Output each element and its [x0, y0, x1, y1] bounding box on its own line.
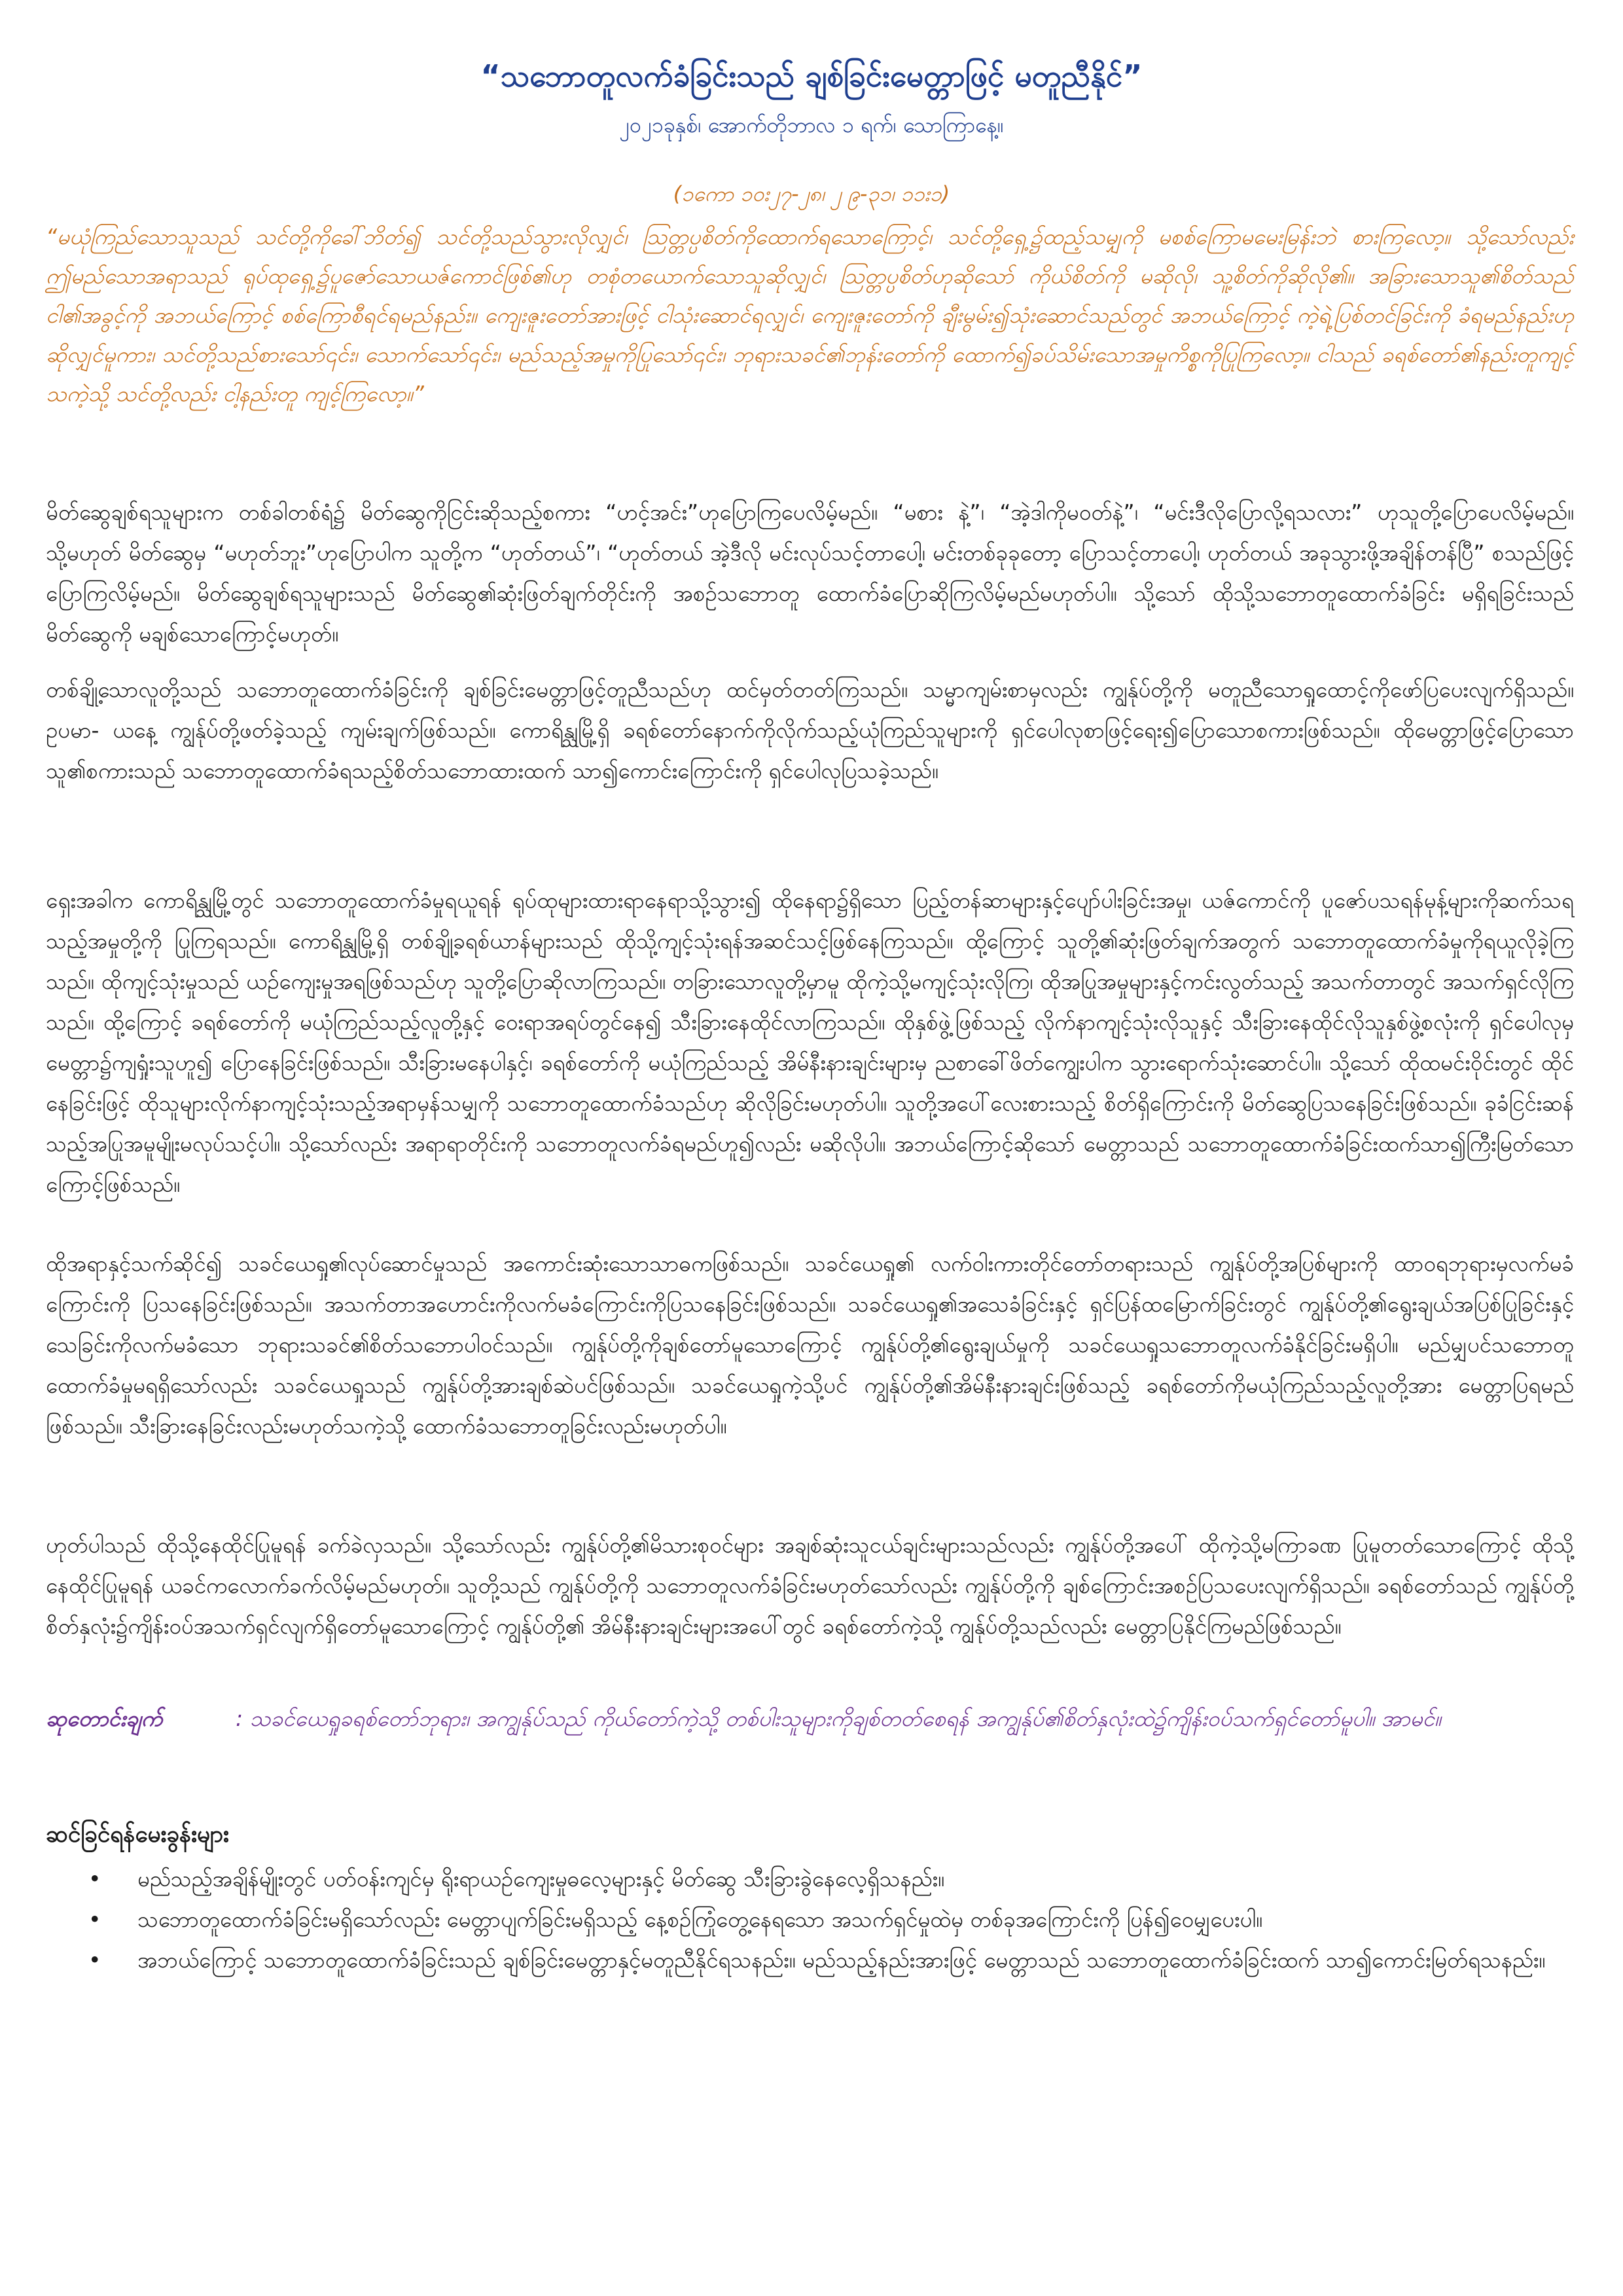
body-paragraph: မိတ်ဆွေချစ်ရသူများက တစ်ခါတစ်ရံ၌ မိတ်ဆွေကိုငြင်းဆိုသည့်စကား “ဟင့်အင်း”ဟုပြောကြပေလိမ့်မည်။ “မစား နဲ့”၊ “အဲ့ဒါကိုမဝတ်နဲ့”၊ “မင်းဒီလိုပြောလို့ရသလား” ဟုသူတို့ပြောပေလိမ့်မည်။ သို့မဟုတ် မိတ်ဆွေမှ “မဟုတ်ဘူး”ဟုပြောပါက သူတို့က “ဟုတ်တယ်”၊ “ဟုတ်တယ် အဲ့ဒီလို မင်းလုပ်သင့်တာပေါ့၊ မင်းတစ်ခုခုတော့ ပြောသင့်တာပေါ့၊ ဟုတ်တယ် အခုသွားဖို့အချိန်တန်ပြီ” စသည်ဖြင့်ပြောကြလိမ့်မည်။ မိတ်ဆွေချစ်ရသူများသည် မိတ်ဆွေ၏ဆုံးဖြတ်ချက်တိုင်းကို အစဉ်သဘောတူ ထောက်ခံပြောဆိုကြလိမ့်မည်မဟုတ်ပါ။ သို့သော် ထိုသို့သဘောတူထောက်ခံခြင်း မရှိရခြင်းသည် မိတ်ဆွေကို မချစ်သောကြောင့်မဟုတ်။ [46, 499, 1574, 647]
bullet-icon: • [88, 1907, 101, 1932]
bullet-icon: • [88, 1947, 101, 1973]
scripture-quote: “မယုံကြည်သောသူသည် သင်တို့ကိုခေါ်ဘိတ်၍ သင်တို့သည်သွားလိုလျှင်၊ ဩတ္တပ္ပစိတ်ကိုထောက်ရသောကြောင့်၊ သင်တို့ရှေ့၌ထည့်သမျှကို မစစ်ကြောမမေးမြန်းဘဲ စားကြလော့။ သို့သော်လည်း ဤမည်သောအရာသည် ရုပ်ထုရှေ့၌ပူဇော်သောယဇ်ကောင်ဖြစ်၏ဟု တစုံတယောက်သောသူဆိုလျှင်၊ ဩတ္တပ္ပစိတ်ဟုဆိုသော် ကိုယ်စိတ်ကို မဆိုလို၊ သူ့စိတ်ကိုဆိုလို၏။ အခြားသောသူ၏စိတ်သည် ငါ၏အခွင့်ကို အဘယ်ကြောင့် စစ်ကြောစီရင်ရမည်နည်း။ ကျေးဇူးတော်အားဖြင့် ငါသုံးဆောင်ရလျှင်၊ ကျေးဇူးတော်ကို ချီးမွမ်း၍သုံးဆောင်သည်တွင် အဘယ်ကြောင့် ကဲ့ရဲ့ပြစ်တင်ခြင်းကို ခံရမည်နည်းဟုဆိုလျှင်မူကား၊ သင်တို့သည်စားသော်၎င်း၊ သောက်သော်၎င်း၊ မည်သည့်အမှုကိုပြုသော်၎င်း၊ ဘုရားသခင်၏ဘုန်းတော်ကို ထောက်၍ခပ်သိမ်းသောအမှုကိစ္စကိုပြုကြလော့။ ငါသည် ခရစ်တော်၏နည်းတူကျင့်သကဲ့သို့ သင်တို့လည်း ငါ့နည်းတူ ကျင့်ကြလော့။” [46, 224, 1574, 406]
devotional-date: ၂၀၂၁ခုနှစ်၊ အောက်တိုဘာလ ၁ ရက်၊ သောကြာနေ့။ [619, 113, 1004, 137]
question-text: အဘယ်ကြောင့် သဘောတူထောက်ခံခြင်းသည် ချစ်ခြင်းမေတ္တာနှင့်မတူညီနိုင်ရသနည်း။ မည်သည့်နည်းအားဖြင့် မေတ္တာသည် သဘောတူထောက်ခံခြင်းထက် သာ၍ကောင်းမြတ်ရသနည်း။ [137, 1947, 1546, 1973]
body-paragraph: တစ်ချို့သောလူတို့သည် သဘောတူထောက်ခံခြင်းကို ချစ်ခြင်းမေတ္တာဖြင့်တူညီသည်ဟု ထင်မှတ်တတ်ကြသည်။ သမ္မာကျမ်းစာမှလည်း ကျွန်ုပ်တို့ကို မတူညီသောရှုထောင့်ကိုဖော်ပြပေးလျက်ရှိသည်။ ဥပမာ- ယနေ့ ကျွန်ုပ်တို့ဖတ်ခဲ့သည့် ကျမ်းချက်ဖြစ်သည်။ ကောရိန္သုမြို့ရှိ ခရစ်တော်နောက်ကိုလိုက်သည့်ယုံကြည်သူများကို ရှင်ပေါလုစာဖြင့်ရေး၍ပြောသောစကားဖြစ်သည်။ ထိုမေတ္တာဖြင့်ပြောသောသူ၏စကားသည် သဘောတူထောက်ခံရသည့်စိတ်သဘောထားထက် သာ၍ကောင်းကြောင်းကို ရှင်ပေါလုပြသခဲ့သည်။ [46, 677, 1574, 783]
prayer-block [46, 1698, 1574, 1739]
body-paragraph: ဟုတ်ပါသည် ထိုသို့နေထိုင်ပြုမူရန် ခက်ခဲလှသည်။ သို့သော်လည်း ကျွန်ုပ်တို့၏မိသားစုဝင်များ အချစ်ဆုံးသူငယ်ချင်းများသည်လည်း ကျွန်ုပ်တို့အပေါ် ထိုကဲ့သို့မကြာခဏ ပြုမူတတ်သောကြောင့် ထိုသို့နေထိုင်ပြုမူရန် ယခင်ကလောက်ခက်လိမ့်မည်မဟုတ်။ သူတို့သည် ကျွန်ုပ်တို့ကို သဘောတူလက်ခံခြင်းမဟုတ်သော်လည်း ကျွန်ုပ်တို့ကို ချစ်ကြောင်းအစဉ်ပြသပေးလျက်ရှိသည်။ ခရစ်တော်သည် ကျွန်ုပ်တို့စိတ်နှလုံး၌ကျိန်းဝပ်အသက်ရှင်လျက်ရှိတော်မူသောကြောင့် ကျွန်ုပ်တို့၏ အိမ်နီးနားချင်းများအပေါ်တွင် ခရစ်တော်ကဲ့သို့ ကျွန်ုပ်တို့သည်လည်း မေတ္တာပြနိုင်ကြမည်ဖြစ်သည်။ [46, 1532, 1574, 1639]
devotional-title: “သဘောတူလက်ခံခြင်းသည် ချစ်ခြင်းမေတ္တာဖြင့် မတူညီနိုင်” [480, 58, 1143, 94]
body-paragraph: ထိုအရာနှင့်သက်ဆိုင်၍ သခင်ယေရှု၏လုပ်ဆောင်မှုသည် အကောင်းဆုံးသောသာဓကဖြစ်သည်။ သခင်ယေရှု၏ လက်ဝါးကားတိုင်တော်တရားသည် ကျွန်ုပ်တို့အပြစ်များကို ထာဝရဘုရားမှလက်မခံကြောင်းကို ပြသနေခြင်းဖြစ်သည်။ အသက်တာအဟောင်းကိုလက်မခံကြောင်းကိုပြသနေခြင်းဖြစ်သည်။ သခင်ယေရှု၏အသေခံခြင်းနှင့် ရှင်ပြန်ထမြောက်ခြင်းတွင် ကျွန်ုပ်တို့၏ရွေးချယ်အပြစ်ပြုခြင်းနှင့်သေခြင်းကိုလက်မခံသော ဘုရားသခင်၏စိတ်သဘောပါဝင်သည်။ ကျွန်ုပ်တို့ကိုချစ်တော်မူသောကြောင့် ကျွန်ုပ်တို့၏ရွေးချယ်မှုကို သခင်ယေရှုသဘောတူလက်ခံနိုင်ခြင်းမရှိပါ။ မည်မျှပင်သဘောတူထောက်ခံမှုမရရှိသော်လည်း သခင်ယေရှုသည် ကျွန်ုပ်တို့အားချစ်ဆဲပင်ဖြစ်သည်။ သခင်ယေရှုကဲ့သို့ပင် ကျွန်ုပ်တို့၏အိမ်နီးနားချင်းဖြစ်သည့် ခရစ်တော်ကိုမယုံကြည်သည့်လူတို့အား မေတ္တာပြရမည်ဖြစ်သည်။ သီးခြားနေခြင်းလည်းမဟုတ်သကဲ့သို့ ထောက်ခံသဘောတူခြင်းလည်းမဟုတ်ပါ။ [46, 1251, 1574, 1439]
reflection-heading: ဆင်ခြင်ရန်မေးခွန်းများ [46, 1821, 229, 1848]
prayer-text: : သခင်ယေရှုခရစ်တော်ဘုရား၊ အကျွန်ုပ်သည် ကိုယ်တော်ကဲ့သို့ တစ်ပါးသူများကိုချစ်တတ်စေရန် အကျွန်ုပ်၏စိတ်နှလုံးထဲ၌ကျိန်းဝပ်သက်ရှင်တော်မူပါ။ အာမင်။ [236, 1706, 1441, 1731]
bullet-icon: • [88, 1866, 101, 1892]
body-paragraph: ရှေးအခါက ကောရိန္သုမြို့တွင် သဘောတူထောက်ခံမှုရယူရန် ရုပ်ထုများထားရာနေရာသို့သွား၍ ထိုနေရာ၌ရှိသော ပြည့်တန်ဆာများနှင့်ပျော်ပါးခြင်းအမှု၊ ယဇ်ကောင်ကို ပူဇော်ပသရန်မုန့်များကိုဆက်သရသည့်အမှုတို့ကို ပြုကြရသည်။ ကောရိန္သုမြို့ရှိ တစ်ချို့ခရစ်ယာန်များသည် ထိုသို့ကျင့်သုံးရန်အဆင်သင့်ဖြစ်နေကြသည်။ ထို့ကြောင့် သူတို့၏ဆုံးဖြတ်ချက်အတွက် သဘောတူထောက်ခံမှုကိုရယူလိုခဲ့ကြသည်။ ထိုကျင့်သုံးမှုသည် ယဉ်ကျေးမှုအရဖြစ်သည်ဟု သူတို့ပြောဆိုလာကြသည်။ တခြားသောလူတို့မှာမူ ထိုကဲ့သို့မကျင့်သုံးလိုကြ၊ ထိုအပြုအမှုများနှင့်ကင်းလွတ်သည့် အသက်တာတွင် အသက်ရှင်လိုကြသည်။ ထို့ကြောင့် ခရစ်တော်ကို မယုံကြည်သည့်လူတို့နှင့် ဝေးရာအရပ်တွင်နေ၍ သီးခြားနေထိုင်လာကြသည်။ ထိုနှစ်ဖွဲ့ဖြစ်သည့် လိုက်နာကျင့်သုံးလိုသူနှင့် သီးခြားနေထိုင်လိုသူနှစ်ဖွဲ့စလုံးကို ရှင်ပေါလုမှ မေတ္တာ၌ကျရှုံးသူဟူ၍ ပြောနေခြင်းဖြစ်သည်။ သီးခြားမနေပါနှင့်၊ ခရစ်တော်ကို မယုံကြည်သည့် အိမ်နီးနားချင်းများမှ ညစာခေါ်ဖိတ်ကျွေးပါက သွားရောက်သုံးဆောင်ပါ။ သို့သော် ထိုထမင်းဝိုင်းတွင် ထိုင်နေခြင်းဖြင့် ထိုသူများလိုက်နာကျင့်သုံးသည့်အရာမှန်သမျှကို သဘောတူထောက်ခံသည်ဟု ဆိုလိုခြင်းမဟုတ်ပါ။ သူတို့အပေါ်လေးစားသည့် စိတ်ရှိကြောင်းကို မိတ်ဆွေပြသနေခြင်းဖြစ်သည်။ ခုခံငြင်းဆန်သည့်အပြုအမူမျိုးမလုပ်သင့်ပါ။ သို့သော်လည်း အရာရာတိုင်းကို သဘောတူလက်ခံရမည်ဟူ၍လည်း မဆိုလိုပါ။ အဘယ်ကြောင့်ဆိုသော် မေတ္တာသည် သဘောတူထောက်ခံခြင်းထက်သာ၍ကြီးမြတ်သောကြောင့်ဖြစ်သည်။ [46, 888, 1574, 1197]
question-text: မည်သည့်အချိန်မျိုးတွင် ပတ်ဝန်းကျင်မှ ရိုးရာယဉ်ကျေးမှုဓလေ့များနှင့် မိတ်ဆွေ သီးခြားခွဲနေလေ့ရှိသနည်း။ [137, 1866, 945, 1892]
reflection-question-list [46, 1859, 1574, 1981]
reflection-question [46, 1899, 1574, 1940]
reflection-question [46, 1940, 1574, 1981]
scripture-reference: (၁ကော ၁၀း၂၇-၂၈၊ ၂ ၉-၃၁၊ ၁၁း၁) [673, 181, 950, 206]
reflection-question [46, 1859, 1574, 1899]
prayer-label: ဆုတောင်းချက် [46, 1706, 163, 1731]
question-text: သဘောတူထောက်ခံခြင်းမရှိသော်လည်း မေတ္တာပျက်ခြင်းမရှိသည့် နေ့စဉ်ကြုံတွေ့နေရသော အသက်ရှင်မှုထဲမှ တစ်ခုအကြောင်းကို ပြန်၍ဝေမျှပေးပါ။ [137, 1907, 1263, 1932]
